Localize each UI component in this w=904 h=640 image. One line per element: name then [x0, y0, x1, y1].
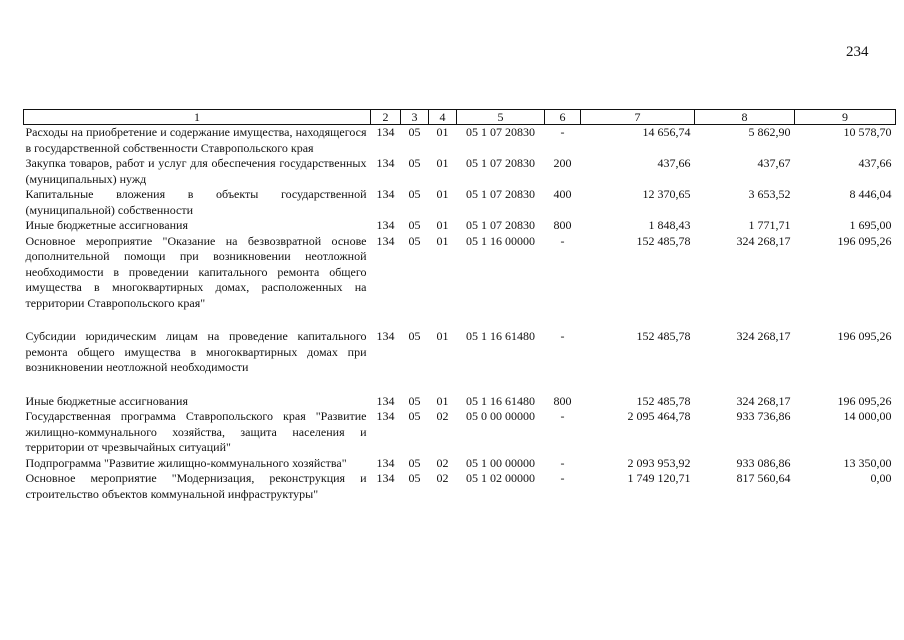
- col-header: 4: [429, 110, 457, 125]
- cell-amount: 2 093 953,92: [627, 455, 691, 470]
- cell-code: 05: [408, 471, 421, 485]
- cell-code: 01: [436, 187, 449, 201]
- cell-amount: 437,66: [657, 156, 691, 170]
- table-row: [24, 234, 896, 312]
- cell-amount: 13 350,00: [843, 455, 892, 470]
- cell-code: 05: [408, 125, 421, 139]
- cell-code: 05: [408, 455, 421, 470]
- cell-code: 05 1 07 20830: [466, 218, 535, 232]
- cell-code: 05: [408, 409, 421, 423]
- cell-code: 800: [553, 393, 572, 408]
- cell-code: 01: [436, 329, 449, 343]
- cell-amount: 1 848,43: [648, 218, 691, 232]
- cell-amount: 5 862,90: [748, 125, 791, 139]
- cell-code: 134: [376, 409, 395, 423]
- page-number: 234: [846, 44, 869, 60]
- cell-code: 134: [376, 233, 395, 248]
- cell-code: 05: [408, 233, 421, 248]
- table-row: [24, 156, 896, 187]
- spacer-row: [24, 376, 896, 394]
- cell-code: 05: [408, 393, 421, 408]
- cell-amount: 152 485,78: [636, 393, 691, 408]
- cell-amount: 196 095,26: [837, 393, 892, 408]
- cell-code: -: [560, 455, 565, 470]
- cell-code: 400: [553, 187, 572, 201]
- col-header: 1: [24, 110, 371, 125]
- cell-code: 01: [436, 156, 449, 170]
- cell-amount: 1 695,00: [849, 218, 892, 232]
- cell-code: 02: [436, 455, 449, 470]
- cell-code: 05: [408, 218, 421, 232]
- cell-amount: 1 771,71: [748, 218, 791, 232]
- cell-amount: 324 268,17: [736, 329, 791, 343]
- cell-amount: 324 268,17: [736, 393, 791, 408]
- cell-code: -: [560, 329, 565, 343]
- table-row: [24, 125, 896, 157]
- cell-code: 05: [408, 156, 421, 170]
- row-description: Иные бюджетные ассигнования: [25, 393, 188, 408]
- cell-amount: 14 656,74: [642, 125, 691, 139]
- col-header: 9: [795, 110, 896, 125]
- budget-table: [23, 109, 896, 502]
- table-row: [24, 329, 896, 376]
- cell-amount: 817 560,64: [736, 471, 791, 485]
- spacer-row: [24, 311, 896, 329]
- cell-code: 05 1 16 61480: [466, 393, 535, 408]
- col-header: 5: [457, 110, 545, 125]
- col-header: 3: [401, 110, 429, 125]
- cell-amount: 324 268,17: [736, 233, 791, 248]
- cell-amount: 1 749 120,71: [627, 471, 691, 485]
- cell-amount: 437,66: [858, 156, 892, 170]
- col-header: 8: [695, 110, 795, 125]
- cell-amount: 933 086,86: [736, 455, 791, 470]
- cell-amount: 933 736,86: [736, 409, 791, 423]
- cell-amount: 437,67: [757, 156, 791, 170]
- row-description: Закупка товаров, работ и услуг для обеспечения государственных (муниципальных) нужд: [25, 156, 367, 186]
- row-description: Государственная программа Ставропольского края "Развитие жилищно-коммунального хозяйства, защита населения и территории от чрезвычайных ситуаций": [25, 409, 367, 454]
- row-description: Расходы на приобретение и содержание имущества, находящегося в государственной собственности Ставропольского края: [25, 125, 367, 155]
- cell-code: 05: [408, 187, 421, 201]
- table-row: [24, 394, 896, 410]
- cell-amount: 10 578,70: [843, 125, 892, 139]
- cell-code: 01: [436, 233, 449, 248]
- cell-code: 01: [436, 218, 449, 232]
- cell-code: 01: [436, 125, 449, 139]
- cell-code: 02: [436, 409, 449, 423]
- col-header: 6: [545, 110, 581, 125]
- table-row: [24, 187, 896, 218]
- col-header: 7: [581, 110, 695, 125]
- cell-amount: 8 446,04: [849, 187, 892, 201]
- cell-code: 05 1 07 20830: [466, 125, 535, 139]
- cell-code: 05: [408, 329, 421, 343]
- cell-code: 134: [376, 393, 395, 408]
- cell-amount: 152 485,78: [636, 329, 691, 343]
- cell-code: -: [560, 409, 565, 423]
- cell-code: -: [560, 125, 565, 139]
- cell-amount: 196 095,26: [837, 233, 892, 248]
- cell-code: 01: [436, 393, 449, 408]
- table-row: [24, 471, 896, 502]
- cell-code: -: [560, 233, 565, 248]
- cell-code: 05 1 07 20830: [466, 156, 535, 170]
- cell-code: 134: [376, 156, 395, 170]
- cell-code: 05 1 16 61480: [466, 329, 535, 343]
- cell-code: 05 1 07 20830: [466, 187, 535, 201]
- cell-code: 134: [376, 455, 395, 470]
- row-description: Основное мероприятие "Модернизация, реконструкция и строительство объектов коммунальной инфраструктуры": [25, 471, 367, 501]
- cell-code: 134: [376, 187, 395, 201]
- row-description: Субсидии юридическим лицам на проведение капитального ремонта общего имущества в многоквартирных домах при возникновении неотложной необходимости: [25, 329, 367, 374]
- cell-code: 02: [436, 471, 449, 485]
- cell-code: -: [560, 471, 565, 485]
- col-header: 2: [371, 110, 401, 125]
- row-description: Иные бюджетные ассигнования: [25, 218, 188, 232]
- cell-code: 05 1 00 00000: [466, 455, 535, 470]
- cell-code: 134: [376, 218, 395, 232]
- cell-code: 134: [376, 125, 395, 139]
- table-row: [24, 409, 896, 456]
- cell-amount: 2 095 464,78: [627, 409, 691, 423]
- table-row: [24, 456, 896, 472]
- cell-amount: 3 653,52: [748, 187, 791, 201]
- header-row: [24, 110, 896, 125]
- cell-amount: 12 370,65: [642, 187, 691, 201]
- cell-code: 05 0 00 00000: [466, 409, 535, 423]
- cell-amount: 152 485,78: [636, 233, 691, 248]
- cell-code: 05 1 16 00000: [466, 233, 535, 248]
- row-description: Подпрограмма "Развитие жилищно-коммунального хозяйства": [25, 455, 347, 470]
- cell-amount: 0,00: [870, 471, 892, 485]
- cell-amount: 196 095,26: [837, 329, 892, 343]
- row-description: Основное мероприятие "Оказание на безвозвратной основе дополнительной помощи при возникновении неотложной необходимости в проведении капитального ремонта общего имущества в многоквартирных домах, расположенных на территории Ставропольского края": [25, 233, 367, 310]
- cell-code: 200: [553, 156, 572, 170]
- cell-amount: 14 000,00: [843, 409, 892, 423]
- cell-code: 05 1 02 00000: [466, 471, 535, 485]
- cell-code: 800: [553, 218, 572, 232]
- table-row: [24, 218, 896, 234]
- row-description: Капитальные вложения в объекты государственной (муниципальной) собственности: [25, 187, 367, 217]
- cell-code: 134: [376, 329, 395, 343]
- cell-code: 134: [376, 471, 395, 485]
